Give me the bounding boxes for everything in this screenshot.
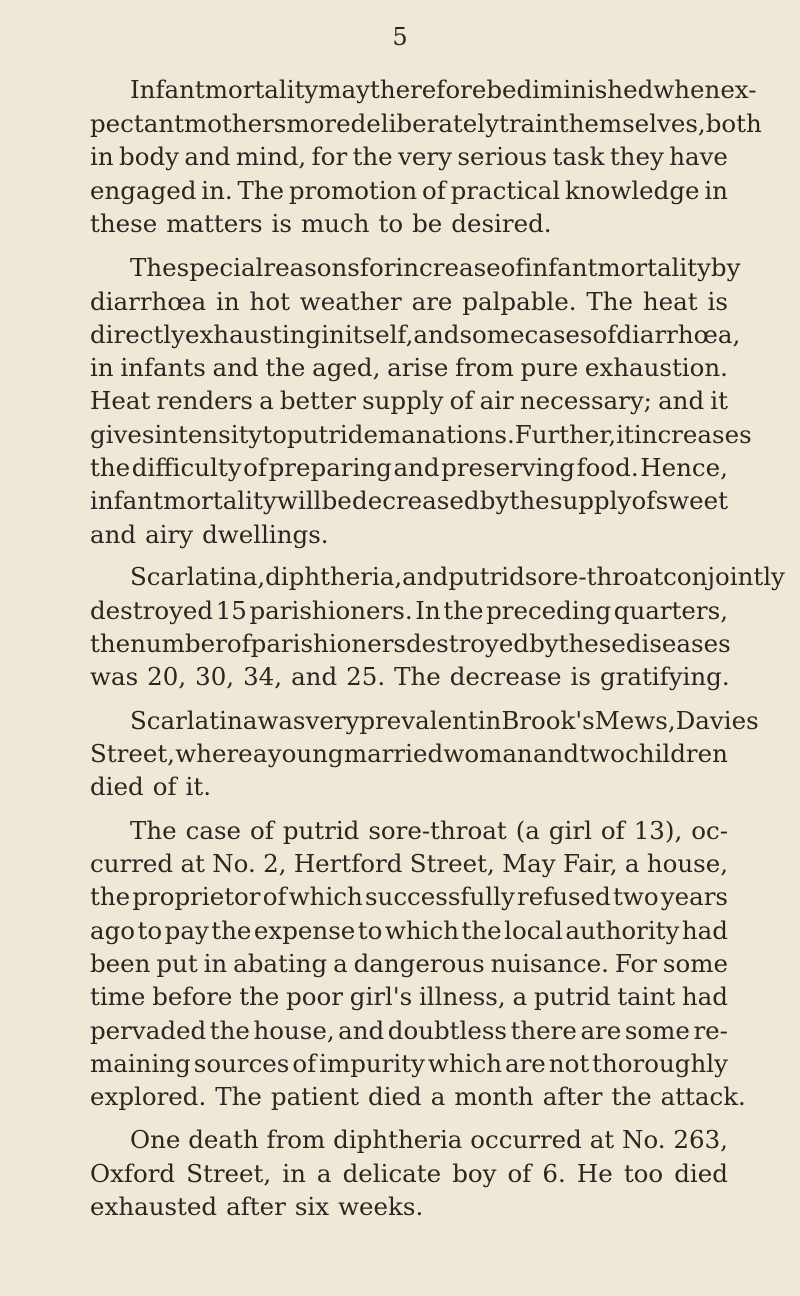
text-line: exhausted after six weeks. (90, 1192, 424, 1221)
text-line: ago to pay the expense to which the local authority had (90, 916, 728, 945)
text-line: Oxford Street, in a delicate boy of 6. He too died (90, 1159, 728, 1188)
text-line: was 20, 30, 34, and 25. The decrease is gratifying. (90, 662, 730, 691)
text-line: in body and mind, for the very serious task they have (90, 142, 728, 171)
text-line: in infants and the aged, arise from pure exhaustion. (90, 353, 728, 382)
text-line: Scarlatina was very prevalent in Brook's Mews, Davies (130, 706, 759, 735)
text-line: Street, where a young married woman and two children (90, 739, 728, 768)
text-line: maining sources of impurity which are not thoroughly (90, 1049, 728, 1078)
text-line: the number of parishioners destroyed by these diseases (90, 629, 731, 658)
text-line: Scarlatina, diphtheria, and putrid sore-throat conjointly (130, 562, 785, 591)
text-line: Infant mortality may therefore be diminished when ex- (130, 75, 757, 104)
text-line: pectant mothers more deliberately train themselves, both (90, 109, 762, 138)
text-line: Heat renders a better supply of air necessary; and it (90, 386, 728, 415)
text-line: destroyed 15 parishioners. In the preceding quarters, (90, 596, 728, 625)
text-line: these matters is much to be desired. (90, 209, 552, 238)
text-line: been put in abating a dangerous nuisance. For some (90, 949, 728, 978)
text-line: The case of putrid sore-throat (a girl of 13), oc- (130, 816, 728, 845)
text-line: directly exhausting in itself, and some cases of diarrhœa, (90, 320, 741, 349)
text-line: and airy dwellings. (90, 520, 329, 549)
text-line: diarrhœa in hot weather are palpable. The heat is (90, 287, 728, 316)
text-line: One death from diphtheria occurred at No. 263, (130, 1125, 728, 1154)
text-line: pervaded the house, and doubtless there are some re- (90, 1016, 728, 1045)
text-line: the difficulty of preparing and preserving food. Hence, (90, 453, 728, 482)
text-line: the proprietor of which successfully refused two years (90, 882, 728, 911)
text-line: The special reasons for increase of infant mortality by (130, 253, 741, 282)
text-line: infant mortality will be decreased by the supply of sweet (90, 486, 728, 515)
page-number: 5 (392, 23, 408, 51)
text-line: gives intensity to putrid emanations. Further, it increases (90, 420, 752, 449)
text-line: engaged in. The promotion of practical knowledge in (90, 176, 728, 205)
text-line: curred at No. 2, Hertford Street, May Fair, a house, (90, 849, 728, 878)
text-line: died of it. (90, 772, 212, 801)
text-line: time before the poor girl's illness, a putrid taint had (90, 982, 728, 1011)
text-line: explored. The patient died a month after the attack. (90, 1082, 746, 1111)
